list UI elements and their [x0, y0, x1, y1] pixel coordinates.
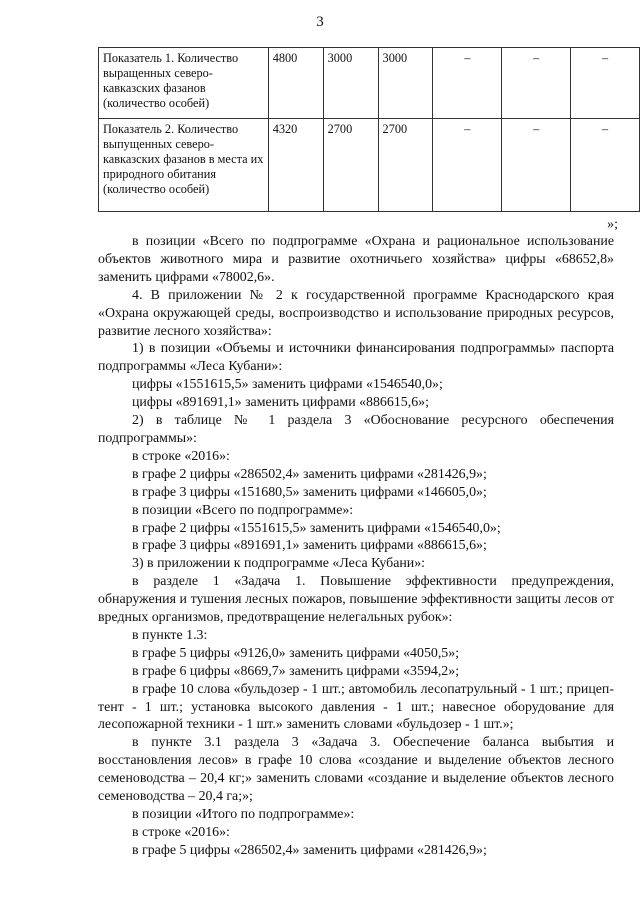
dash-cell: – — [502, 119, 571, 212]
indicator-name: Показатель 1. Количество выращенных северо-кавказских фазанов (количество особей) — [99, 48, 269, 119]
dash-cell: – — [502, 48, 571, 119]
paragraph: 4. В приложении № 2 к государственной программе Краснодарского края «Охрана окружающей среды, воспроизводство и использование природных ресурсов, развитие лесного хозяйства»: — [98, 287, 614, 339]
value-cell: 4800 — [268, 48, 323, 119]
indicator-name: Показатель 2. Количество выпущенных северо-кавказских фазанов в места их природного обитания (количество особей) — [99, 119, 269, 212]
paragraph: в разделе 1 «Задача 1. Повышение эффективности предупреждения, обнаружения и тушения лесных пожаров, повышение эффективности защиты лесов от вредных организмов, предотвращение нелегальных рубок»: — [98, 574, 614, 626]
dash-cell: – — [571, 48, 640, 119]
value-cell: 2700 — [378, 119, 433, 212]
paragraph: цифры «1551615,5» заменить цифрами «1546540,0»; — [132, 377, 443, 393]
paragraph: в графе 5 цифры «9126,0» заменить цифрами «4050,5»; — [132, 645, 460, 661]
dash-cell: – — [433, 119, 502, 212]
table-row — [99, 48, 640, 119]
value-cell: 2700 — [323, 119, 378, 212]
paragraph: в графе 2 цифры «286502,4» заменить цифрами «281426,9»; — [132, 466, 487, 482]
dash-cell: – — [433, 48, 502, 119]
value-cell: 3000 — [378, 48, 433, 119]
paragraph: в графе 5 цифры «286502,4» заменить цифрами «281426,9»; — [132, 842, 487, 858]
paragraph: в графе 3 цифры «891691,1» заменить цифрами «886615,6»; — [132, 538, 487, 554]
paragraph: в позиции «Всего по подпрограмме «Охрана и рациональное использование объектов животного мира и развитие охотничьего хозяйства» цифры «68652,8» заменить цифрами «78002,6». — [98, 234, 614, 285]
paragraph: 3) в приложении к подпрограмме «Леса Кубани»: — [132, 556, 426, 572]
paragraph: 1) в позиции «Объемы и источники финансирования подпрограммы» паспорта подпрограммы «Леса Кубани»: — [98, 341, 614, 375]
paragraph: в пункте 3.1 раздела 3 «Задача 3. Обеспечение баланса выбытия и восстановления лесов» в графе 10 слова «создание и выделение объектов лесного семеноводства – 20,4 кг;» заменить словами «создание и выделение объектов лесного семеноводства – 20,4 га;»; — [98, 735, 614, 805]
document-body — [98, 233, 614, 860]
value-cell: 4320 — [268, 119, 323, 212]
paragraph: в графе 2 цифры «1551615,5» заменить цифрами «1546540,0»; — [132, 520, 501, 536]
paragraph: цифры «891691,1» заменить цифрами «886615,6»; — [132, 395, 429, 411]
table-close-mark: »; — [607, 217, 618, 232]
paragraph: в позиции «Итого по подпрограмме»: — [132, 807, 355, 822]
paragraph: в пункте 1.3: — [132, 627, 208, 643]
paragraph: в позиции «Всего по подпрограмме»: — [132, 502, 354, 518]
paragraph: в графе 10 слова «бульдозер - 1 шт.; автомобиль лесопатрульный - 1 шт.; прицеп-тент - 1 шт.; установка высокого давления - 1 шт.; навесное оборудование для лесопожарной техники - 1 шт.» заменить словами «бульдозер - 1 шт.»; — [98, 681, 614, 733]
value-cell: 3000 — [323, 48, 378, 119]
paragraph: в графе 6 цифры «8669,7» заменить цифрами «3594,2»; — [132, 663, 460, 679]
paragraph: в строке «2016»: — [132, 448, 230, 464]
paragraph: в графе 3 цифры «151680,5» заменить цифрами «146605,0»; — [132, 484, 487, 500]
table-row — [99, 119, 640, 212]
paragraph: 2) в таблице № 1 раздела 3 «Обоснование ресурсного обеспечения подпрограммы»: — [98, 413, 614, 446]
paragraph: в строке «2016»: — [132, 824, 230, 840]
page-number: 3 — [316, 14, 324, 30]
indicators-table — [98, 47, 640, 212]
dash-cell: – — [571, 119, 640, 212]
